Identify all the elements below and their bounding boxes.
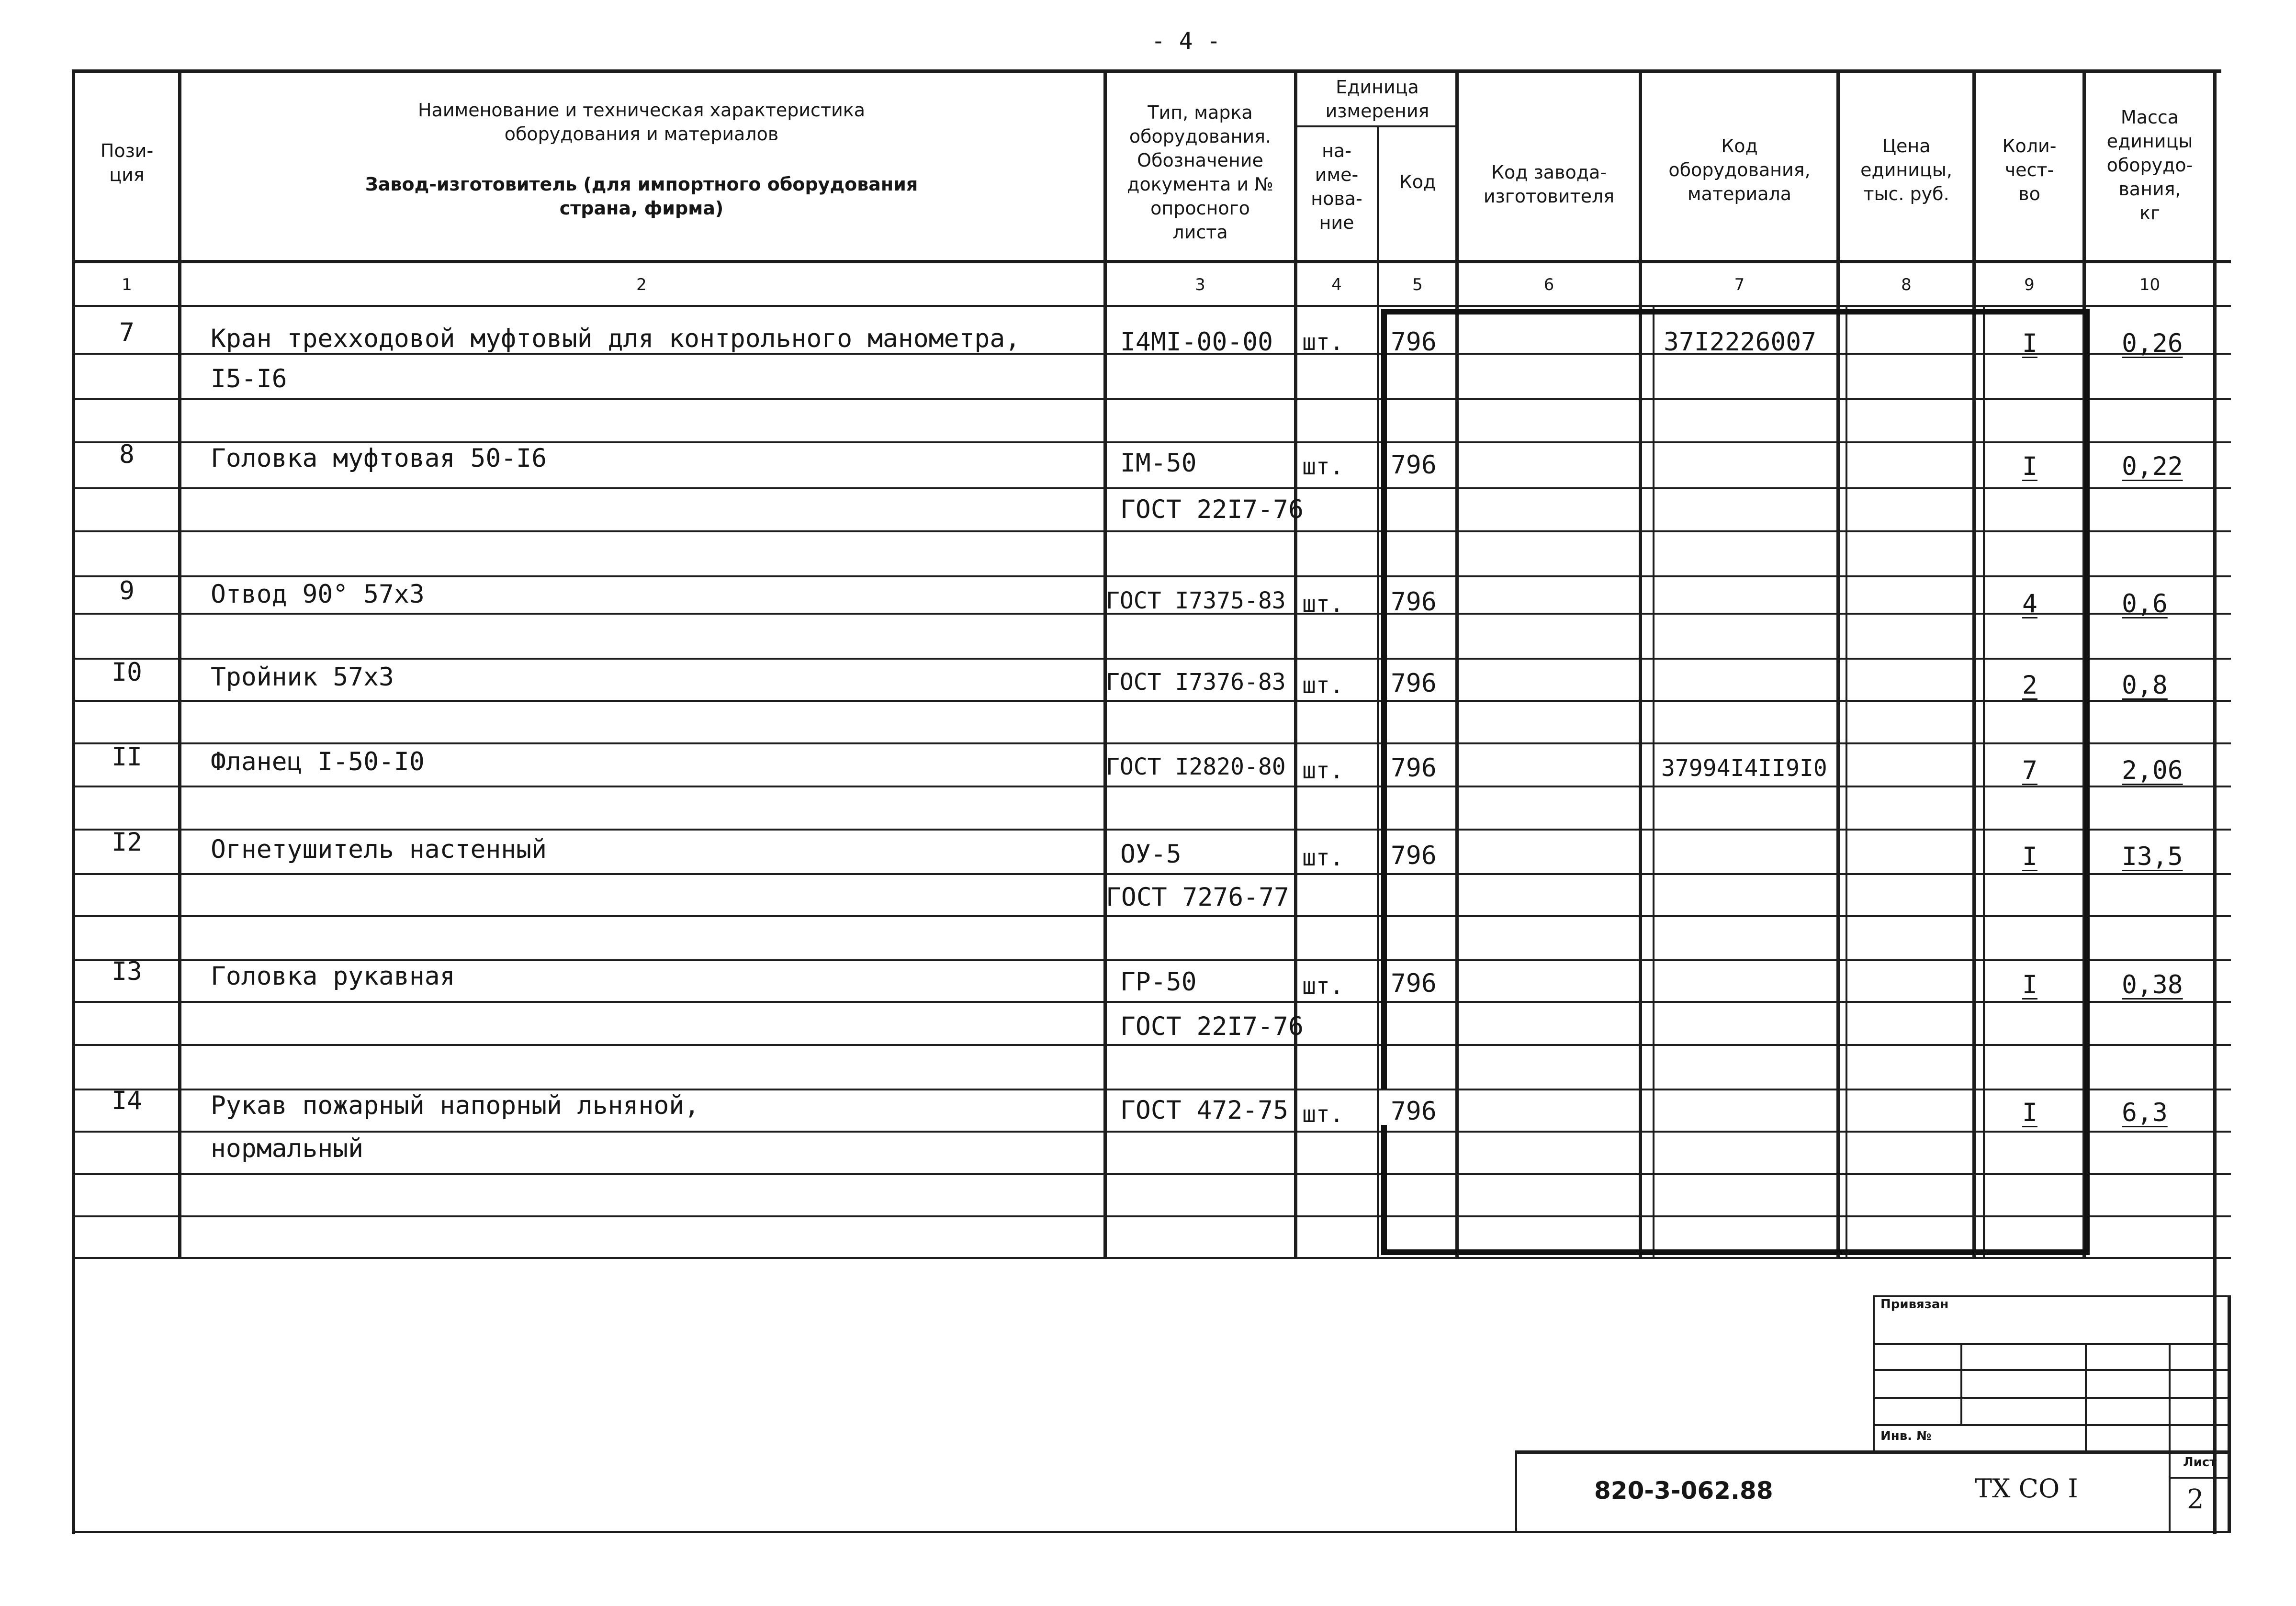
row-position: II (112, 742, 142, 772)
header-plant-code: Код завода- изготовителя (1483, 162, 1615, 207)
row-type: ГР-50 (1120, 967, 1197, 997)
row-mass: I3,5 (2122, 842, 2183, 871)
row-type-standard: ГОСТ 22I7-76 (1120, 495, 1304, 524)
column-number: 3 (1195, 275, 1205, 294)
column-number: 8 (1901, 275, 1912, 294)
row-unit-code: 796 (1391, 669, 1437, 698)
row-unit-code: 796 (1391, 450, 1437, 480)
row-unit: шт. (1302, 1101, 1344, 1128)
row-unit: шт. (1302, 453, 1344, 480)
row-mass: 0,8 (2122, 671, 2168, 700)
row-mass: 0,6 (2122, 589, 2168, 618)
row-position: I3 (112, 957, 142, 986)
header-price: Цена единицы, тыс. руб. (1860, 135, 1952, 204)
row-quantity: I (2022, 1098, 2037, 1127)
row-unit: шт. (1302, 591, 1344, 618)
row-position: I2 (112, 828, 142, 857)
row-name: Кран трехходовой муфтовый для контрольного манометра, (211, 324, 1021, 353)
row-position: I0 (112, 658, 142, 687)
row-position: 8 (119, 440, 135, 469)
row-unit-code: 796 (1391, 1097, 1437, 1126)
row-mass: 0,38 (2122, 970, 2183, 1000)
row-type: ГОСТ I7376-83 (1106, 669, 1286, 696)
row-quantity: 4 (2022, 589, 2037, 618)
row-name-cont: I5-I6 (211, 364, 287, 393)
header-equipment-code: Код оборудования, материала (1668, 135, 1811, 204)
column-number: 7 (1734, 275, 1745, 294)
row-name: Фланец I-50-I0 (211, 747, 425, 776)
row-mass: 0,26 (2122, 329, 2183, 358)
row-mass: 0,22 (2122, 452, 2183, 481)
row-unit: шт. (1302, 672, 1344, 699)
row-equipment-code: 37I2226007 (1664, 327, 1817, 357)
header-quantity: Коли- чест- во (2002, 135, 2057, 204)
row-unit: шт. (1302, 329, 1344, 356)
row-type: IМ-50 (1120, 449, 1197, 478)
row-name: Рукав пожарный напорный льняной, (211, 1091, 700, 1120)
row-unit-code: 796 (1391, 327, 1437, 357)
document-code: ТХ СО I (1975, 1473, 2078, 1504)
row-unit-code: 796 (1391, 969, 1437, 998)
row-quantity: 7 (2022, 756, 2037, 785)
row-type: ГОСТ 472-75 (1120, 1096, 1288, 1125)
column-number: 9 (2024, 275, 2035, 294)
column-number: 5 (1412, 275, 1423, 294)
row-unit-code: 796 (1391, 841, 1437, 870)
row-quantity: 2 (2022, 671, 2037, 700)
row-unit-code: 796 (1391, 587, 1437, 617)
header-name-title: Наименование и техническая характеристика оборудования и материалов (417, 100, 866, 145)
row-type-standard: ГОСТ 7276-77 (1106, 883, 1289, 912)
row-type: ГОСТ I2820-80 (1106, 753, 1286, 780)
row-name: Отвод 90° 57х3 (211, 580, 425, 609)
row-type-standard: ГОСТ 22I7-76 (1120, 1012, 1304, 1041)
sheet-label: Лист (2183, 1455, 2217, 1470)
row-name: Головка муфтовая 50-I6 (211, 444, 547, 473)
row-unit: шт. (1302, 844, 1344, 871)
row-unit: шт. (1302, 973, 1344, 1000)
row-position: I4 (112, 1086, 142, 1115)
header-unit-code: Код (1399, 171, 1436, 192)
row-name: Головка рукавная (211, 962, 455, 991)
row-name-cont: нормальный (211, 1134, 364, 1163)
column-number: 2 (636, 275, 647, 294)
inventory-label: Инв. № (1880, 1429, 1932, 1443)
header-name-manufacturer: Завод-изготовитель (для импортного оборудования страна, фирма) (365, 174, 918, 219)
page-number: - 4 - (1151, 28, 1221, 55)
row-type: I4MI-00-00 (1120, 327, 1273, 357)
row-position: 7 (119, 318, 135, 347)
row-quantity: I (2022, 452, 2037, 481)
header-unit-group: Единица измерения (1325, 77, 1429, 122)
column-number: 4 (1331, 275, 1342, 294)
header-unit-name: на- име- нова- ние (1311, 140, 1362, 233)
column-number: 6 (1543, 275, 1554, 294)
row-name: Огнетушитель настенный (211, 835, 547, 864)
row-quantity: I (2022, 329, 2037, 358)
row-type: ОУ-5 (1120, 840, 1182, 869)
row-position: 9 (119, 576, 135, 606)
sheet-number: 2 (2187, 1484, 2204, 1515)
document-number: 820-3-062.88 (1594, 1477, 1773, 1505)
column-number: 10 (2139, 275, 2161, 294)
bound-label: Привязан (1880, 1297, 1949, 1312)
header-mass: Масса единицы оборудо- вания, кг (2106, 107, 2193, 224)
header-type: Тип, марка оборудования. Обозначение документа и № опросного листа (1127, 102, 1273, 243)
column-number: 1 (122, 275, 132, 294)
row-quantity: I (2022, 842, 2037, 871)
row-name: Тройник 57х3 (211, 663, 394, 692)
header-position: Пози- ция (100, 140, 154, 185)
row-type: ГОСТ I7375-83 (1106, 587, 1286, 614)
row-mass: 6,3 (2122, 1098, 2168, 1127)
row-mass: 2,06 (2122, 756, 2183, 785)
row-equipment-code: 37994I4II9I0 (1661, 755, 1827, 782)
row-unit: шт. (1302, 757, 1344, 784)
row-quantity: I (2022, 970, 2037, 1000)
row-unit-code: 796 (1391, 753, 1437, 783)
